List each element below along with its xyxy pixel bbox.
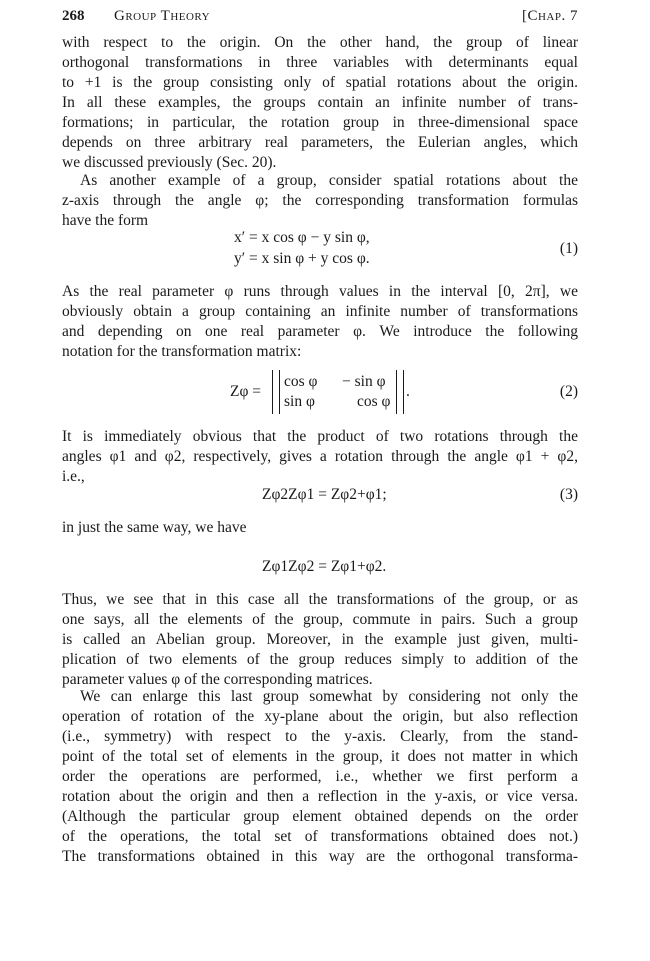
text-line: angles φ1 and φ2, respectively, gives a rotation through the angle φ1 + φ2, <box>62 448 578 465</box>
text-line: we discussed previously (Sec. 20). <box>62 154 277 171</box>
text-line: We can enlarge this last group somewhat by considering not only the <box>80 688 578 705</box>
text-line: notation for the transformation matrix: <box>62 343 302 360</box>
matrix-entry-21: sin φ <box>284 393 315 410</box>
chapter-label: [Chap. 7 <box>521 8 578 24</box>
book-page <box>62 0 578 961</box>
matrix-lhs: Zφ = <box>230 383 262 400</box>
matrix-left-bracket <box>272 370 280 414</box>
text-line: Thus, we see that in this case all the transformations of the group, or as <box>62 591 578 608</box>
equation-4 <box>62 557 578 577</box>
text-line: parameter values φ of the corresponding matrices. <box>62 671 373 688</box>
text-line: point of the total set of elements in the group, it does not matter in which <box>62 748 578 765</box>
text-line: plication of two elements of the group reduces simply to addition of the <box>62 651 578 668</box>
equation-number: (3) <box>559 486 578 503</box>
text-line: operation of rotation of the xy-plane about the origin, but also reflection <box>62 708 578 725</box>
text-line: is called an Abelian group. Moreover, in the example just given, multi- <box>62 631 578 648</box>
matrix-right-bracket <box>396 370 404 414</box>
text-line: of the operations, the total set of transformations obtained does not.) <box>62 828 578 845</box>
text-line: in just the same way, we have <box>62 519 247 536</box>
matrix-entry-12: − sin φ <box>342 373 386 390</box>
text-line: As another example of a group, consider spatial rotations about the <box>80 172 578 189</box>
text-line: The transformations obtained in this way are the orthogonal transforma- <box>62 848 578 865</box>
equation-number: (2) <box>559 383 578 400</box>
text-line: and depending on one real parameter φ. We introduce the following <box>62 323 578 340</box>
equation-1 <box>62 228 578 272</box>
running-header <box>62 6 578 28</box>
paragraph-1 <box>62 33 578 173</box>
matrix-entry-22: cos φ <box>357 393 391 410</box>
paragraph-2 <box>62 171 578 231</box>
equation-4-body: Zφ1Zφ2 = Zφ1+φ2. <box>262 558 387 575</box>
matrix-entry-11: cos φ <box>284 373 318 390</box>
equation-number: (1) <box>559 240 578 257</box>
paragraph-4 <box>62 427 578 487</box>
equation-2 <box>62 370 578 414</box>
text-line: formations; in particular, the rotation group in three-dimensional space <box>62 114 578 131</box>
text-line: (i.e., symmetry) with respect to the y-axis. Clearly, from the stand- <box>62 728 578 745</box>
paragraph-6 <box>62 590 578 690</box>
paragraph-5 <box>62 518 578 538</box>
text-line: rotation about the origin and then a reflection in the y-axis, or vice versa. <box>62 788 578 805</box>
text-line: one says, all the elements of the group, commute in pairs. Such a group <box>62 611 578 628</box>
text-line: with respect to the origin. On the other hand, the group of linear <box>62 34 578 51</box>
equation-3-body: Zφ2Zφ1 = Zφ2+φ1; <box>262 486 387 503</box>
matrix-period: . <box>406 383 410 400</box>
equation-3 <box>62 485 578 505</box>
equation-1-line-1: x′ = x cos φ − y sin φ, <box>234 229 370 246</box>
text-line: It is immediately obvious that the product of two rotations through the <box>62 428 578 445</box>
text-line: depends on three arbitrary real parameters, the Eulerian angles, which <box>62 134 578 151</box>
text-line: orthogonal transformations in three variables with determinants equal <box>62 54 578 71</box>
text-line: obviously obtain a group containing an infinite number of transformations <box>62 303 578 320</box>
text-line: have the form <box>62 212 149 229</box>
equation-1-line-2: y′ = x sin φ + y cos φ. <box>234 250 370 267</box>
paragraph-3 <box>62 282 578 362</box>
text-line: order the operations are performed, i.e., whether we first perform a <box>62 768 578 785</box>
text-line: In all these examples, the groups contain an infinite number of trans- <box>62 94 578 111</box>
text-line: (Although the particular group element obtained depends on the order <box>62 808 578 825</box>
paragraph-7 <box>62 687 578 867</box>
page-number: 268 <box>62 8 85 24</box>
text-line: As the real parameter φ runs through values in the interval [0, 2π], we <box>62 283 578 300</box>
text-line: z-axis through the angle φ; the corresponding transformation formulas <box>62 192 578 209</box>
text-line: i.e., <box>62 468 85 485</box>
running-title: Group Theory <box>114 8 211 24</box>
text-line: to +1 is the group consisting only of spatial rotations about the origin. <box>62 74 578 91</box>
